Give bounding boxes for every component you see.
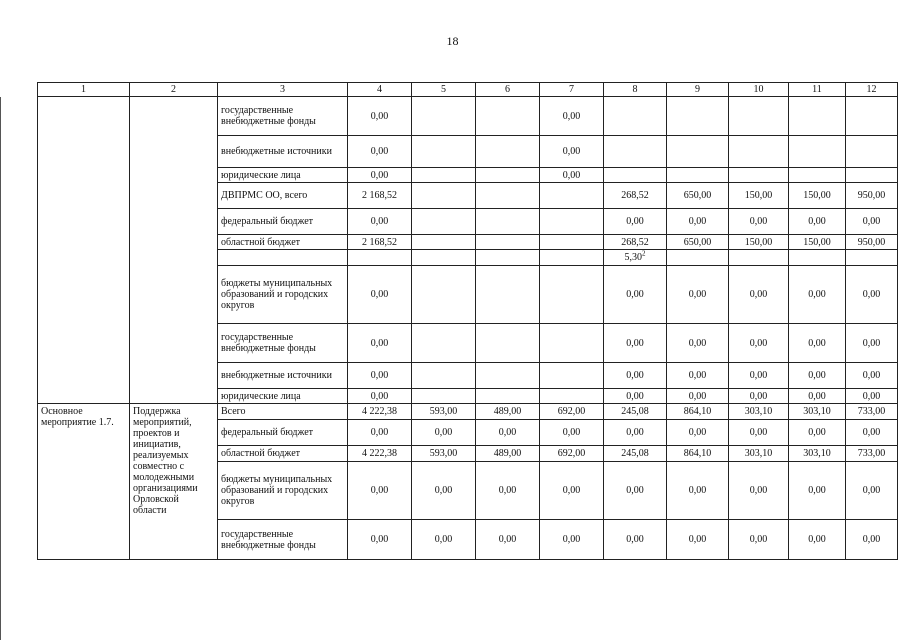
value-cell: 0,00: [667, 209, 729, 235]
value-cell: 0,00: [667, 462, 729, 520]
value-cell: [604, 136, 667, 168]
value-cell: 489,00: [476, 404, 540, 420]
value-cell: [540, 209, 604, 235]
value-cell: [476, 235, 540, 250]
value-cell: 0,00: [846, 266, 898, 324]
value-cell: [476, 389, 540, 404]
value-cell: 0,00: [348, 324, 412, 363]
value-cell: 0,00: [540, 168, 604, 183]
value-cell: 650,00: [667, 235, 729, 250]
funding-source-cell: государственные внебюджетные фонды: [218, 520, 348, 560]
value-cell: 950,00: [846, 183, 898, 209]
margin-line: [0, 97, 1, 640]
footnote-mark: 2: [642, 249, 646, 258]
value-cell: 0,00: [348, 136, 412, 168]
header-cell: 9: [667, 83, 729, 97]
value-cell: [789, 250, 846, 266]
activity-description-cell: Поддержка мероприятий, проектов и инициатив, реализуемых совместно с молодежными организациями Орловской области: [130, 404, 218, 560]
value-cell: 0,00: [789, 363, 846, 389]
value-cell: 245,08: [604, 404, 667, 420]
header-cell: 6: [476, 83, 540, 97]
value-cell: 0,00: [729, 462, 789, 520]
value-cell: 0,00: [729, 266, 789, 324]
value-cell: [789, 97, 846, 136]
value-cell: 0,00: [604, 520, 667, 560]
header-cell: 7: [540, 83, 604, 97]
value-cell: 0,00: [604, 266, 667, 324]
value-cell: [604, 250, 667, 266]
value-cell: 0,00: [604, 363, 667, 389]
value-cell: [540, 183, 604, 209]
value-cell: 0,00: [604, 324, 667, 363]
header-cell: 12: [846, 83, 898, 97]
header-cell: 5: [412, 83, 476, 97]
value-cell: [476, 324, 540, 363]
value-cell: 593,00: [412, 404, 476, 420]
value-cell: 0,00: [540, 462, 604, 520]
value-cell: 0,00: [789, 266, 846, 324]
value-cell: 0,00: [667, 520, 729, 560]
value-cell: 0,00: [729, 520, 789, 560]
value-cell: 0,00: [729, 324, 789, 363]
funding-source-cell: внебюджетные источники: [218, 136, 348, 168]
value-cell: [412, 324, 476, 363]
value-cell: 0,00: [604, 420, 667, 446]
header-cell: 4: [348, 83, 412, 97]
value-cell: [412, 266, 476, 324]
value-cell: [412, 250, 476, 266]
value-cell: 0,00: [667, 266, 729, 324]
value-cell: [412, 136, 476, 168]
value-cell: [412, 97, 476, 136]
value-cell: 268,52: [604, 235, 667, 250]
value-cell: 0,00: [846, 462, 898, 520]
value-cell: 4 222,38: [348, 404, 412, 420]
value-cell: 0,00: [846, 363, 898, 389]
value-text: 5,30: [624, 252, 642, 263]
value-cell: [476, 266, 540, 324]
value-cell: [667, 136, 729, 168]
value-cell: [540, 363, 604, 389]
value-cell: 0,00: [348, 209, 412, 235]
funding-source-cell: областной бюджет: [218, 446, 348, 462]
value-cell: [412, 168, 476, 183]
value-cell: 0,00: [540, 136, 604, 168]
value-cell: [540, 250, 604, 266]
value-cell: 0,00: [348, 420, 412, 446]
funding-source-cell: [218, 250, 348, 266]
funding-source-cell: ДВПРМС ОО, всего: [218, 183, 348, 209]
value-cell: [846, 97, 898, 136]
value-cell: [412, 389, 476, 404]
value-cell: 733,00: [846, 404, 898, 420]
value-cell: 0,00: [789, 420, 846, 446]
value-cell: 0,00: [348, 97, 412, 136]
value-cell: 0,00: [476, 420, 540, 446]
empty-cell: [38, 97, 130, 404]
value-cell: [789, 136, 846, 168]
value-cell: [540, 324, 604, 363]
value-cell: 0,00: [604, 209, 667, 235]
funding-source-cell: юридические лица: [218, 168, 348, 183]
value-cell: [540, 266, 604, 324]
value-cell: 150,00: [729, 183, 789, 209]
value-cell: [476, 168, 540, 183]
value-cell: 303,10: [729, 446, 789, 462]
funding-source-cell: областной бюджет: [218, 235, 348, 250]
value-cell: 0,00: [729, 209, 789, 235]
value-cell: [476, 209, 540, 235]
value-cell: 0,00: [846, 324, 898, 363]
value-cell: 0,00: [667, 420, 729, 446]
value-cell: [604, 168, 667, 183]
value-cell: 593,00: [412, 446, 476, 462]
funding-source-cell: бюджеты муниципальных образований и городских округов: [218, 266, 348, 324]
value-cell: 303,10: [729, 404, 789, 420]
value-cell: 733,00: [846, 446, 898, 462]
value-cell: 0,00: [789, 462, 846, 520]
value-cell: 0,00: [846, 389, 898, 404]
budget-table: [37, 82, 898, 560]
value-cell: [476, 136, 540, 168]
value-cell: [412, 209, 476, 235]
page-number: 18: [446, 34, 459, 48]
value-cell: [348, 250, 412, 266]
value-cell: [729, 136, 789, 168]
value-cell: 0,00: [348, 168, 412, 183]
value-cell: [412, 235, 476, 250]
value-cell: 150,00: [729, 235, 789, 250]
value-cell: [729, 97, 789, 136]
value-cell: [476, 183, 540, 209]
value-cell: 0,00: [412, 520, 476, 560]
value-cell: 0,00: [476, 462, 540, 520]
value-cell: [729, 250, 789, 266]
header-cell: 2: [130, 83, 218, 97]
value-cell: [476, 250, 540, 266]
value-cell: 0,00: [667, 389, 729, 404]
table-row: [38, 404, 898, 420]
value-cell: 0,00: [846, 520, 898, 560]
value-cell: [846, 136, 898, 168]
value-cell: 0,00: [667, 324, 729, 363]
funding-source-cell: государственные внебюджетные фонды: [218, 97, 348, 136]
value-cell: 303,10: [789, 446, 846, 462]
value-cell: [540, 389, 604, 404]
value-cell: 268,52: [604, 183, 667, 209]
header-cell: 10: [729, 83, 789, 97]
value-cell: [789, 168, 846, 183]
value-cell: [540, 235, 604, 250]
value-cell: 692,00: [540, 404, 604, 420]
value-cell: 489,00: [476, 446, 540, 462]
value-cell: 0,00: [729, 420, 789, 446]
value-cell: 0,00: [846, 420, 898, 446]
value-cell: 0,00: [476, 520, 540, 560]
funding-source-cell: бюджеты муниципальных образований и городских округов: [218, 462, 348, 520]
table-body: [38, 83, 898, 560]
value-cell: 0,00: [412, 462, 476, 520]
value-cell: [412, 363, 476, 389]
value-cell: 0,00: [846, 209, 898, 235]
value-cell: 303,10: [789, 404, 846, 420]
value-cell: 150,00: [789, 183, 846, 209]
funding-source-cell: Всего: [218, 404, 348, 420]
table-row: [38, 97, 898, 136]
value-cell: 4 222,38: [348, 446, 412, 462]
value-cell: [846, 168, 898, 183]
value-cell: 2 168,52: [348, 235, 412, 250]
value-cell: [604, 97, 667, 136]
funding-source-cell: федеральный бюджет: [218, 420, 348, 446]
value-cell: 0,00: [348, 389, 412, 404]
header-row: [38, 83, 898, 97]
value-cell: [667, 250, 729, 266]
funding-source-cell: внебюджетные источники: [218, 363, 348, 389]
value-cell: 692,00: [540, 446, 604, 462]
value-cell: [667, 97, 729, 136]
value-cell: 150,00: [789, 235, 846, 250]
value-cell: 950,00: [846, 235, 898, 250]
value-cell: 0,00: [540, 420, 604, 446]
value-cell: 864,10: [667, 446, 729, 462]
value-cell: 0,00: [667, 363, 729, 389]
value-cell: [846, 250, 898, 266]
header-cell: 8: [604, 83, 667, 97]
value-cell: 0,00: [540, 97, 604, 136]
value-cell: 0,00: [789, 520, 846, 560]
value-cell: 0,00: [729, 363, 789, 389]
value-cell: [476, 363, 540, 389]
funding-source-cell: государственные внебюджетные фонды: [218, 324, 348, 363]
value-cell: 0,00: [412, 420, 476, 446]
value-cell: 0,00: [604, 389, 667, 404]
empty-cell: [130, 97, 218, 404]
value-cell: 864,10: [667, 404, 729, 420]
value-cell: 0,00: [348, 363, 412, 389]
value-cell: 0,00: [789, 324, 846, 363]
header-cell: 11: [789, 83, 846, 97]
value-cell: [476, 97, 540, 136]
value-cell: 0,00: [604, 462, 667, 520]
value-cell: 0,00: [348, 520, 412, 560]
funding-source-cell: федеральный бюджет: [218, 209, 348, 235]
activity-cell: Основное мероприятие 1.7.: [38, 404, 130, 560]
value-cell: 245,08: [604, 446, 667, 462]
funding-source-cell: юридические лица: [218, 389, 348, 404]
value-cell: [729, 168, 789, 183]
value-cell: 0,00: [729, 389, 789, 404]
value-cell: 0,00: [348, 266, 412, 324]
value-cell: [667, 168, 729, 183]
value-cell: 2 168,52: [348, 183, 412, 209]
value-cell: [412, 183, 476, 209]
header-cell: 1: [38, 83, 130, 97]
header-cell: 3: [218, 83, 348, 97]
value-cell: 0,00: [540, 520, 604, 560]
value-cell: 0,00: [789, 209, 846, 235]
value-cell: 0,00: [348, 462, 412, 520]
value-cell: 0,00: [789, 389, 846, 404]
value-cell: 650,00: [667, 183, 729, 209]
